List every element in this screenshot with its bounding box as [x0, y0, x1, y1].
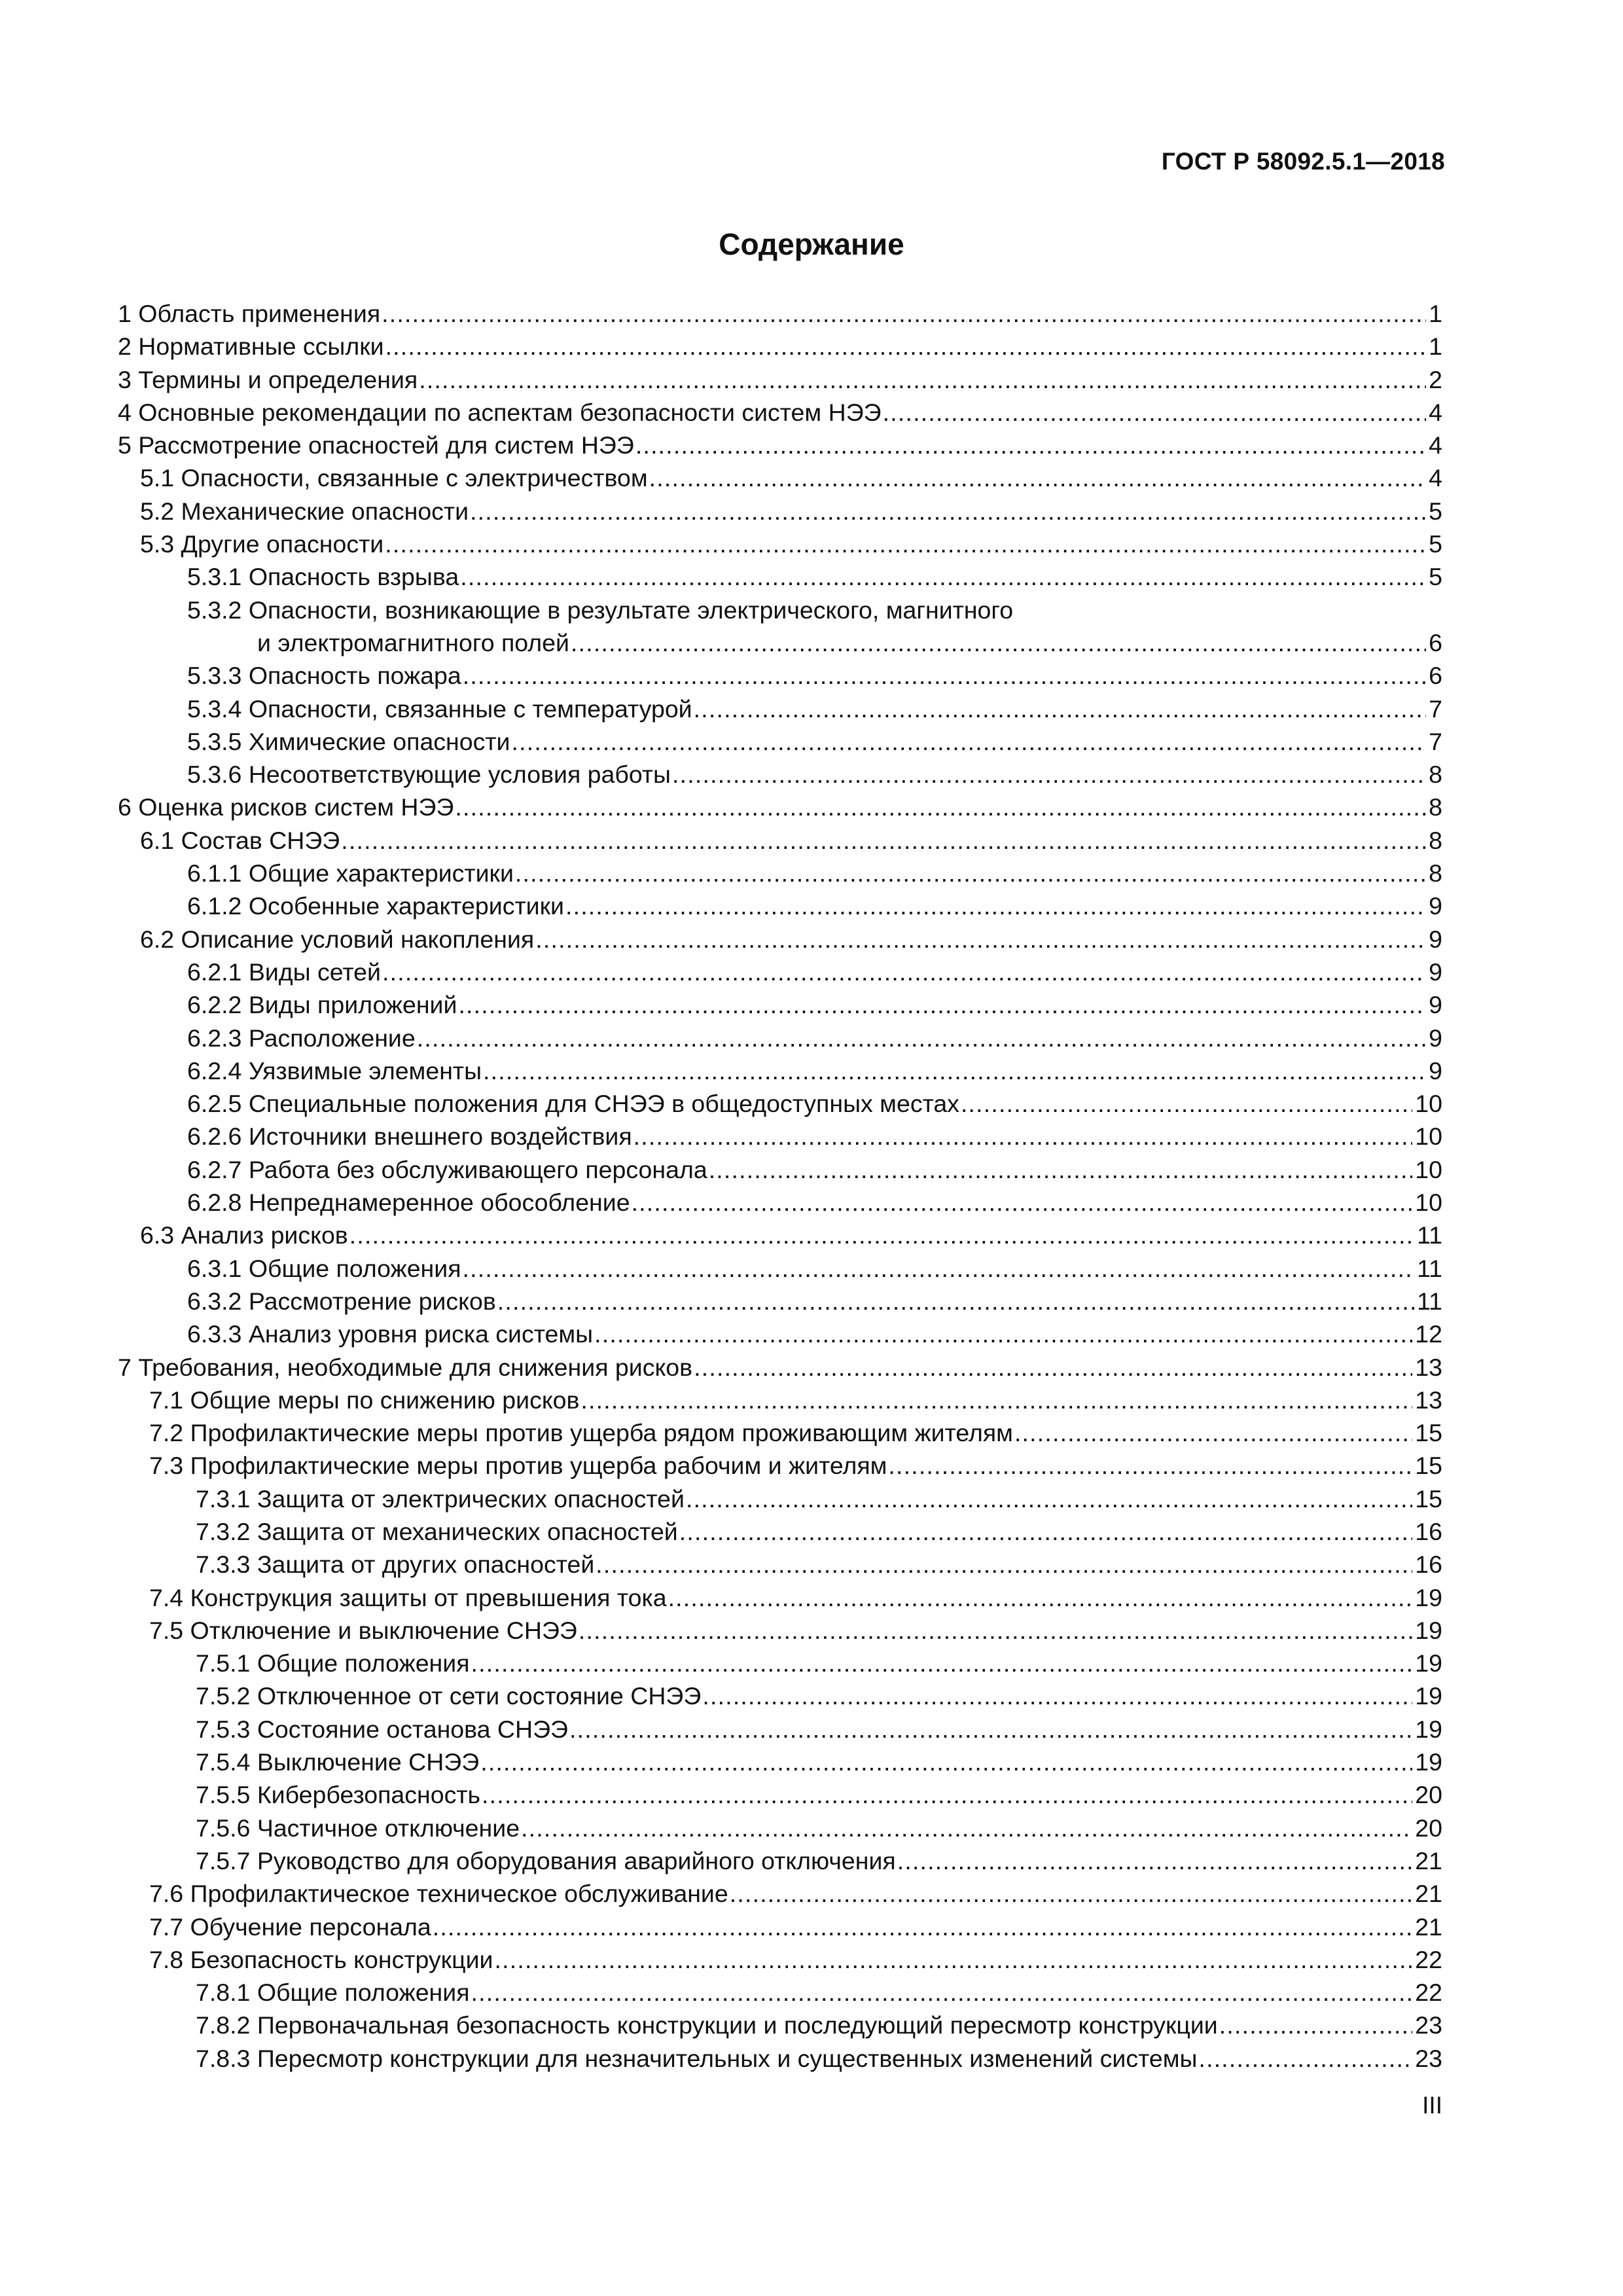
toc-entry-page: 19 — [1415, 1748, 1442, 1776]
toc-entry-page: 5 — [1429, 497, 1442, 525]
toc-entry-title: 5.3.3 Опасность пожара — [187, 659, 463, 692]
dot-leader — [709, 1153, 1413, 1186]
toc-entry[interactable] — [118, 1647, 1442, 1679]
toc-entry[interactable] — [118, 1844, 1442, 1877]
toc-entry[interactable] — [118, 857, 1442, 889]
dot-leader — [458, 988, 1426, 1021]
toc-entry[interactable] — [118, 791, 1442, 823]
toc-entry-title: 7.5 Отключение и выключение СНЭЭ — [149, 1614, 579, 1647]
toc-entry-title: 7.3 Профилактические меры против ущерба рабочим и жителям — [149, 1449, 888, 1482]
toc-entry-title: 7.5.6 Частичное отключение — [196, 1812, 521, 1844]
toc-entry-page: 1 — [1429, 300, 1442, 327]
toc-entry-title: 6.3 Анализ рисков — [140, 1219, 349, 1251]
toc-entry[interactable] — [118, 1746, 1442, 1778]
toc-entry-title: 7.8.3 Пересмотр конструкции для незначительных и существенных изменений системы — [196, 2042, 1198, 2075]
toc-entry-page: 11 — [1417, 1287, 1442, 1315]
toc-entry[interactable] — [118, 923, 1442, 956]
toc-entry-page: 10 — [1415, 1090, 1442, 1118]
dot-leader — [672, 758, 1426, 791]
toc-entry-title: 5.3 Другие опасности — [140, 528, 385, 560]
toc-entry-title: 7.5.5 Кибербезопасность — [196, 1778, 482, 1811]
toc-entry[interactable] — [118, 889, 1442, 922]
toc-entry-page: 12 — [1415, 1320, 1442, 1348]
toc-entry[interactable] — [118, 1910, 1442, 1943]
dot-leader — [471, 1976, 1413, 2009]
toc-entry-page: 21 — [1415, 1912, 1442, 1941]
toc-entry-title: 7.3.2 Защита от механических опасностей — [196, 1515, 679, 1548]
toc-entry-title: 1 Область применения — [118, 297, 382, 330]
toc-entry-title: 2 Нормативные ссылки — [118, 330, 385, 363]
toc-entry-title: 6.2.8 Непреднамеренное обособление — [187, 1186, 632, 1219]
dot-leader — [494, 1943, 1412, 1976]
toc-entry-page: 10 — [1415, 1189, 1442, 1217]
dot-leader — [569, 1713, 1412, 1746]
dot-leader — [686, 1482, 1412, 1515]
dot-leader — [649, 461, 1427, 494]
toc-entry[interactable] — [118, 2042, 1442, 2075]
toc-entry-page: 22 — [1415, 1945, 1442, 1973]
toc-entry-page: 8 — [1429, 859, 1442, 888]
toc-entry-page: 9 — [1429, 892, 1442, 920]
toc-entry-title: 7.8 Безопасность конструкции — [149, 1943, 494, 1976]
toc-entry-page: 7 — [1429, 694, 1442, 723]
toc-entry-title: 6.2.3 Расположение — [187, 1022, 417, 1054]
toc-entry[interactable] — [118, 1614, 1442, 1647]
dot-leader — [633, 1120, 1413, 1153]
dot-leader — [1014, 1416, 1412, 1449]
toc-entry-title: 7.7 Обучение персонала — [149, 1910, 433, 1943]
dot-leader — [694, 692, 1427, 725]
toc-entry[interactable] — [118, 594, 1442, 626]
toc-entry-title: 7.5.1 Общие положения — [196, 1647, 471, 1679]
toc-entry-title: 4 Основные рекомендации по аспектам безопасности систем НЭЭ — [118, 396, 883, 429]
toc-entry-page: 9 — [1429, 1024, 1442, 1052]
toc-entry-title: 7.5.4 Выключение СНЭЭ — [196, 1746, 480, 1778]
dot-leader — [497, 1285, 1414, 1318]
dot-leader — [897, 1844, 1413, 1877]
dot-leader — [535, 923, 1426, 956]
toc-entry-title: 6.2.6 Источники внешнего воздействия — [187, 1120, 633, 1153]
toc-entry-title: 7.5.2 Отключенное от сети состояние СНЭЭ — [196, 1679, 702, 1712]
toc-entry-page: 5 — [1429, 563, 1442, 591]
dot-leader — [579, 1614, 1412, 1647]
toc-entry-page: 8 — [1429, 826, 1442, 854]
dot-leader — [455, 791, 1426, 823]
toc-entry-title: 6.3.2 Рассмотрение рисков — [187, 1285, 497, 1318]
toc-entry-page: 16 — [1415, 1551, 1442, 1579]
dot-leader — [694, 1351, 1412, 1384]
dot-leader — [961, 1087, 1412, 1120]
toc-entry-page: 6 — [1429, 628, 1442, 656]
page-number: III — [1422, 2092, 1442, 2119]
toc-entry-title: 5.1 Опасности, связанные с электричеством — [140, 461, 649, 494]
dot-leader — [463, 659, 1426, 692]
toc-entry[interactable] — [118, 1087, 1442, 1120]
toc-entry[interactable] — [118, 363, 1442, 396]
toc-entry-page: 20 — [1415, 1781, 1442, 1809]
toc-entry-page: 5 — [1429, 530, 1442, 558]
toc-entry-title: 7.1 Общие меры по снижению рисков — [149, 1384, 580, 1416]
toc-entry-page: 15 — [1415, 1452, 1442, 1480]
toc-entry-page: 23 — [1415, 2044, 1442, 2072]
toc-entry[interactable] — [118, 1976, 1442, 2009]
toc-entry-page: 19 — [1415, 1583, 1442, 1611]
dot-leader — [679, 1515, 1413, 1548]
toc-entry-page: 15 — [1415, 1484, 1442, 1513]
dot-leader — [596, 1548, 1412, 1581]
toc-entry[interactable] — [118, 1449, 1442, 1482]
table-of-contents — [118, 297, 1442, 2075]
dot-leader — [632, 1186, 1413, 1219]
dot-leader — [382, 956, 1426, 988]
dot-leader — [385, 528, 1426, 560]
toc-entry-title: 5.3.6 Несоответствующие условия работы — [187, 758, 672, 791]
toc-entry-page: 21 — [1415, 1880, 1442, 1908]
toc-entry[interactable] — [118, 1384, 1442, 1416]
toc-entry-page: 19 — [1415, 1715, 1442, 1743]
toc-entry[interactable] — [118, 758, 1442, 791]
toc-entry[interactable] — [118, 297, 1442, 330]
toc-entry-title: 5.2 Механические опасности — [140, 495, 470, 528]
toc-entry[interactable] — [118, 1581, 1442, 1614]
toc-entry-title: 5.3.2 Опасности, возникающие в результате электрического, магнитного — [187, 594, 1014, 626]
toc-entry-page: 21 — [1415, 1846, 1442, 1874]
toc-entry[interactable] — [118, 626, 1442, 659]
toc-entry[interactable] — [118, 1252, 1442, 1285]
toc-entry-page: 20 — [1415, 1814, 1442, 1842]
toc-entry-title: 6.2.1 Виды сетей — [187, 956, 382, 988]
toc-entry[interactable] — [118, 429, 1442, 461]
toc-entry-title: 7.4 Конструкция защиты от превышения тока — [149, 1581, 668, 1614]
toc-entry[interactable] — [118, 1515, 1442, 1548]
dot-leader — [594, 1318, 1412, 1350]
toc-entry-title: 6.3.3 Анализ уровня риска системы — [187, 1318, 594, 1350]
toc-entry[interactable] — [118, 1219, 1442, 1251]
toc-entry-title: 6.3.1 Общие положения — [187, 1252, 463, 1285]
toc-entry-page: 9 — [1429, 925, 1442, 953]
dot-leader — [1198, 2042, 1412, 2075]
toc-entry-page: 2 — [1429, 365, 1442, 393]
dot-leader — [470, 495, 1426, 528]
toc-entry[interactable] — [118, 1713, 1442, 1746]
toc-entry-title: 7.3.1 Защита от электрических опасностей — [196, 1482, 686, 1515]
dot-leader — [341, 824, 1426, 857]
dot-leader — [580, 1384, 1412, 1416]
toc-entry-page: 19 — [1415, 1682, 1442, 1710]
dot-leader — [480, 1746, 1412, 1778]
toc-entry[interactable] — [118, 528, 1442, 560]
toc-entry[interactable] — [118, 1318, 1442, 1350]
toc-entry[interactable] — [118, 659, 1442, 692]
dot-leader — [385, 330, 1427, 363]
dot-leader — [433, 1910, 1412, 1943]
toc-entry-page: 9 — [1429, 991, 1442, 1019]
toc-entry-title: 7.6 Профилактическое техническое обслуживание — [149, 1877, 730, 1910]
dot-leader — [482, 1778, 1412, 1811]
dot-leader — [635, 429, 1426, 461]
toc-entry[interactable] — [118, 1022, 1442, 1054]
dot-leader — [1219, 2009, 1413, 2041]
toc-entry-page: 11 — [1417, 1254, 1442, 1282]
toc-entry-page: 7 — [1429, 727, 1442, 755]
dot-leader — [512, 725, 1427, 758]
dot-leader — [460, 560, 1426, 593]
toc-entry-page: 23 — [1415, 2011, 1442, 2039]
toc-entry-page: 13 — [1415, 1386, 1442, 1414]
toc-entry-title: 6.1.2 Особенные характеристики — [187, 889, 565, 922]
toc-entry[interactable] — [118, 1877, 1442, 1910]
dot-leader — [668, 1581, 1413, 1614]
toc-entry[interactable] — [118, 495, 1442, 528]
toc-entry[interactable] — [118, 1120, 1442, 1153]
toc-entry[interactable] — [118, 725, 1442, 758]
toc-entry-page: 4 — [1429, 464, 1442, 492]
toc-entry-page: 9 — [1429, 1056, 1442, 1085]
toc-entry-title: 6.2.4 Уязвимые элементы — [187, 1054, 483, 1087]
toc-entry[interactable] — [118, 396, 1442, 429]
toc-entry-title: и электромагнитного полей — [257, 626, 571, 659]
toc-entry-page: 1 — [1429, 332, 1442, 361]
toc-entry-page: 22 — [1415, 1979, 1442, 2007]
toc-entry-page: 19 — [1415, 1649, 1442, 1677]
toc-entry[interactable] — [118, 1548, 1442, 1581]
toc-entry[interactable] — [118, 1054, 1442, 1087]
toc-entry[interactable] — [118, 1351, 1442, 1384]
dot-leader — [515, 857, 1426, 889]
dot-leader — [419, 363, 1426, 396]
toc-entry-title: 5 Рассмотрение опасностей для систем НЭЭ — [118, 429, 635, 461]
toc-entry-page: 10 — [1415, 1155, 1442, 1183]
toc-entry-title: 3 Термины и определения — [118, 363, 419, 396]
dot-leader — [702, 1679, 1412, 1712]
toc-entry-title: 6.1 Состав СНЭЭ — [140, 824, 341, 857]
toc-entry[interactable] — [118, 1153, 1442, 1186]
toc-entry[interactable] — [118, 1186, 1442, 1219]
toc-entry[interactable] — [118, 988, 1442, 1021]
toc-entry-title: 7.2 Профилактические меры против ущерба рядом проживающим жителям — [149, 1416, 1014, 1449]
dot-leader — [463, 1252, 1415, 1285]
toc-entry-title: 5.3.4 Опасности, связанные с температурой — [187, 692, 694, 725]
toc-entry-title: 6.2 Описание условий накопления — [140, 923, 535, 956]
toc-entry[interactable] — [118, 1778, 1442, 1811]
dot-leader — [883, 396, 1427, 429]
toc-entry-page: 19 — [1415, 1616, 1442, 1644]
toc-entry-title: 7.5.3 Состояние останова СНЭЭ — [196, 1713, 569, 1746]
toc-title: Содержание — [719, 227, 904, 261]
dot-leader — [382, 297, 1426, 330]
dot-leader — [471, 1647, 1413, 1679]
toc-entry[interactable] — [118, 1285, 1442, 1318]
toc-entry[interactable] — [118, 1482, 1442, 1515]
toc-entry-title: 5.3.5 Химические опасности — [187, 725, 512, 758]
toc-entry-title: 6.2.2 Виды приложений — [187, 988, 458, 1021]
toc-entry[interactable] — [118, 2009, 1442, 2041]
toc-entry-page: 16 — [1415, 1517, 1442, 1545]
dot-leader — [571, 626, 1426, 659]
toc-entry-title: 7.8.1 Общие положения — [196, 1976, 471, 2009]
toc-entry[interactable] — [118, 1812, 1442, 1844]
toc-entry-title: 6.2.5 Специальные положения для СНЭЭ в общедоступных местах — [187, 1087, 961, 1120]
toc-entry-page: 15 — [1415, 1419, 1442, 1447]
toc-entry-page: 10 — [1415, 1122, 1442, 1151]
toc-entry-page: 6 — [1429, 662, 1442, 690]
dot-leader — [417, 1022, 1426, 1054]
toc-entry-title: 7.5.7 Руководство для оборудования аварийного отключения — [196, 1844, 897, 1877]
dot-leader — [888, 1449, 1412, 1482]
toc-entry-page: 4 — [1429, 431, 1442, 459]
toc-entry[interactable] — [118, 330, 1442, 363]
toc-entry[interactable] — [118, 692, 1442, 725]
toc-entry-page: 4 — [1429, 398, 1442, 426]
toc-entry-page: 8 — [1429, 761, 1442, 789]
toc-entry[interactable] — [118, 1679, 1442, 1712]
toc-entry-title: 7.8.2 Первоначальная безопасность конструкции и последующий пересмотр конструкции — [196, 2009, 1219, 2041]
toc-entry-page: 9 — [1429, 958, 1442, 986]
dot-leader — [521, 1812, 1412, 1844]
toc-entry[interactable] — [118, 560, 1442, 593]
toc-entry-page: 13 — [1415, 1353, 1442, 1381]
document-code: ГОСТ Р 58092.5.1—2018 — [1161, 148, 1445, 175]
toc-entry-page: 8 — [1429, 793, 1442, 821]
toc-entry-page: 11 — [1417, 1221, 1442, 1249]
toc-entry-title: 7.3.3 Защита от других опасностей — [196, 1548, 596, 1581]
dot-leader — [349, 1219, 1414, 1251]
toc-entry-title: 6.2.7 Работа без обслуживающего персонала — [187, 1153, 709, 1186]
toc-entry[interactable] — [118, 1416, 1442, 1449]
toc-entry-title: 6.1.1 Общие характеристики — [187, 857, 515, 889]
dot-leader — [565, 889, 1426, 922]
toc-entry-title: 7 Требования, необходимые для снижения рисков — [118, 1351, 694, 1384]
dot-leader — [730, 1877, 1413, 1910]
toc-entry[interactable] — [118, 1943, 1442, 1976]
toc-entry[interactable] — [118, 461, 1442, 494]
toc-entry-title: 6 Оценка рисков систем НЭЭ — [118, 791, 455, 823]
dot-leader — [483, 1054, 1426, 1087]
toc-entry[interactable] — [118, 824, 1442, 857]
toc-entry[interactable] — [118, 956, 1442, 988]
toc-entry-title: 5.3.1 Опасность взрыва — [187, 560, 460, 593]
